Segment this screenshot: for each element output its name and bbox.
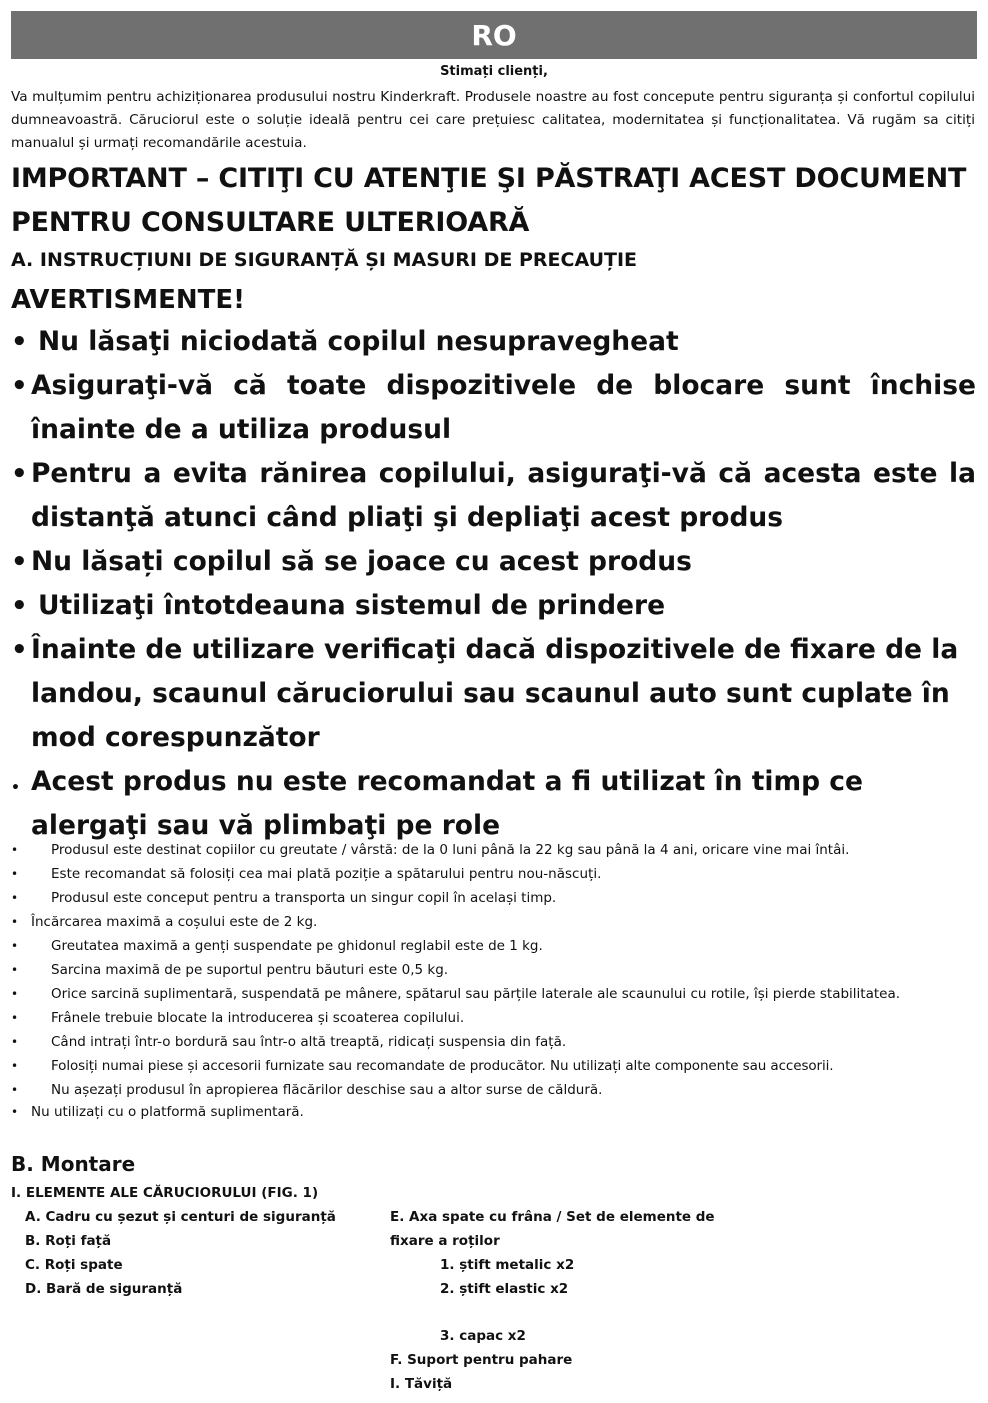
- bullet-icon: •: [11, 867, 19, 881]
- intro-paragraph: Va mulțumim pentru achiziționarea produsului nostru Kinderkraft. Produsele noastre au fost concepute pentru siguranța și confortul copilului dumneavoastră. Căruciorul este o soluție ideală pentru cei care prețuiesc calitatea, modernitatea și funcționalitatea. Vă rugăm sa citiți manualul și urmați recomandările acestuia.: [11, 89, 975, 151]
- bullet-icon: •: [11, 1105, 19, 1119]
- element-item: I. Tăviță: [390, 1376, 453, 1392]
- part-item: 1. știft metalic x2: [440, 1257, 575, 1273]
- element-item: A. Cadru cu șezut și centuri de siguranță: [25, 1209, 336, 1225]
- bullet-icon: •: [11, 915, 19, 929]
- note-item: • Orice sarcină suplimentară, suspendată pe mânere, spătarul sau părțile laterale ale scaunului cu rotile, își pierde stabilitatea.: [11, 982, 977, 1006]
- element-item: B. Roți față: [25, 1233, 112, 1249]
- notes-list: [11, 838, 977, 1122]
- bullet-icon: •: [11, 780, 20, 796]
- part-item: 2. știft elastic x2: [440, 1281, 569, 1297]
- bullet-icon: •: [11, 635, 28, 665]
- warning-item: • Asiguraţi-vă că toate dispozitivele de blocare sunt închise înainte de a utiliza produsul: [11, 364, 976, 452]
- note-item: • Sarcina maximă de pe suportul pentru băuturi este 0,5 kg.: [11, 958, 977, 982]
- language-header: RO: [11, 11, 977, 59]
- bullet-icon: •: [11, 591, 28, 621]
- bullet-icon: •: [11, 547, 28, 577]
- warning-item: • Nu lăsați copilul să se joace cu acest produs: [11, 540, 976, 584]
- elements-title: I. ELEMENTE ALE CĂRUCIORULUI (FIG. 1): [11, 1185, 319, 1201]
- bullet-icon: •: [11, 371, 28, 401]
- bullet-icon: •: [11, 1059, 18, 1073]
- bullet-icon: •: [11, 327, 28, 357]
- note-item: • Produsul este conceput pentru a transporta un singur copil în același timp.: [11, 886, 977, 910]
- note-item: • Nu așezați produsul în apropierea flăcărilor deschise sau a altor surse de căldură.: [11, 1078, 977, 1102]
- important-heading: IMPORTANT – CITIŢI CU ATENŢIE ŞI PĂSTRAŢI ACEST DOCUMENT PENTRU CONSULTARE ULTERIOARĂ: [11, 163, 967, 238]
- warnings-list: [11, 320, 976, 848]
- note-item: • Folosiți numai piese și accesorii furnizate sau recomandate de producător. Nu utilizați alte componente sau accesorii.: [11, 1054, 977, 1078]
- greeting: Stimați clienți,: [440, 64, 548, 79]
- warning-item: • Pentru a evita rănirea copilului, asiguraţi-vă că acesta este la distanţă atunci când pliaţi şi depliaţi acest produs: [11, 452, 976, 540]
- element-item: fixare a roților: [390, 1233, 500, 1249]
- note-item: • Nu utilizați cu o platformă suplimentară.: [11, 1104, 304, 1120]
- note-item: • Încărcarea maximă a coșului este de 2 kg.: [11, 910, 977, 934]
- element-item: D. Bară de siguranță: [25, 1281, 183, 1297]
- bullet-icon: •: [11, 987, 19, 1001]
- bullet-icon: •: [11, 939, 19, 953]
- section-b-heading: B. Montare: [11, 1152, 136, 1176]
- bullet-icon: •: [11, 1011, 19, 1025]
- warning-item: • Nu lăsaţi niciodată copilul nesupravegheat: [11, 320, 976, 364]
- elements-right-column: [390, 1205, 750, 1396]
- warning-item: • Înainte de utilizare verificaţi dacă dispozitivele de fixare de la landou, scaunul căruciorului sau scaunul auto sunt cuplate în mod corespunzător: [11, 628, 976, 760]
- part-item: 3. capac x2: [440, 1328, 526, 1344]
- bullet-icon: •: [11, 1083, 19, 1097]
- element-item: E. Axa spate cu frâna / Set de elemente de: [390, 1209, 715, 1225]
- bullet-icon: •: [11, 891, 19, 905]
- warning-item: • Utilizaţi întotdeauna sistemul de prindere: [11, 584, 976, 628]
- bullet-icon: •: [11, 1035, 19, 1049]
- bullet-icon: •: [11, 459, 28, 489]
- elements-left-column: [25, 1205, 336, 1301]
- note-item: • Frânele trebuie blocate la introducerea și scoaterea copilului.: [11, 1006, 977, 1030]
- bullet-icon: •: [11, 963, 19, 977]
- element-item: C. Roți spate: [25, 1257, 123, 1273]
- note-item: • Când intrați într-o bordură sau într-o altă treaptă, ridicați suspensia din față.: [11, 1030, 977, 1054]
- note-item: • Este recomandat să folosiți cea mai plată poziție a spătarului pentru nou-născuți.: [11, 862, 977, 886]
- section-a-heading: A. INSTRUCȚIUNI DE SIGURANȚĂ ȘI MASURI DE PRECAUȚIE: [11, 249, 638, 271]
- bullet-icon: •: [11, 843, 19, 857]
- element-item: F. Suport pentru pahare: [390, 1352, 573, 1368]
- warnings-title: AVERTISMENTE!: [11, 285, 245, 315]
- warning-item: • Acest produs nu este recomandat a fi utilizat în timp ce alergaţi sau vă plimbaţi pe role: [11, 766, 863, 841]
- note-item: • Greutatea maximă a genți suspendate pe ghidonul reglabil este de 1 kg.: [11, 934, 977, 958]
- note-item: • Produsul este destinat copiilor cu greutate / vârstă: de la 0 luni până la 22 kg sau până la 4 ani, oricare vine mai întâi.: [11, 838, 977, 862]
